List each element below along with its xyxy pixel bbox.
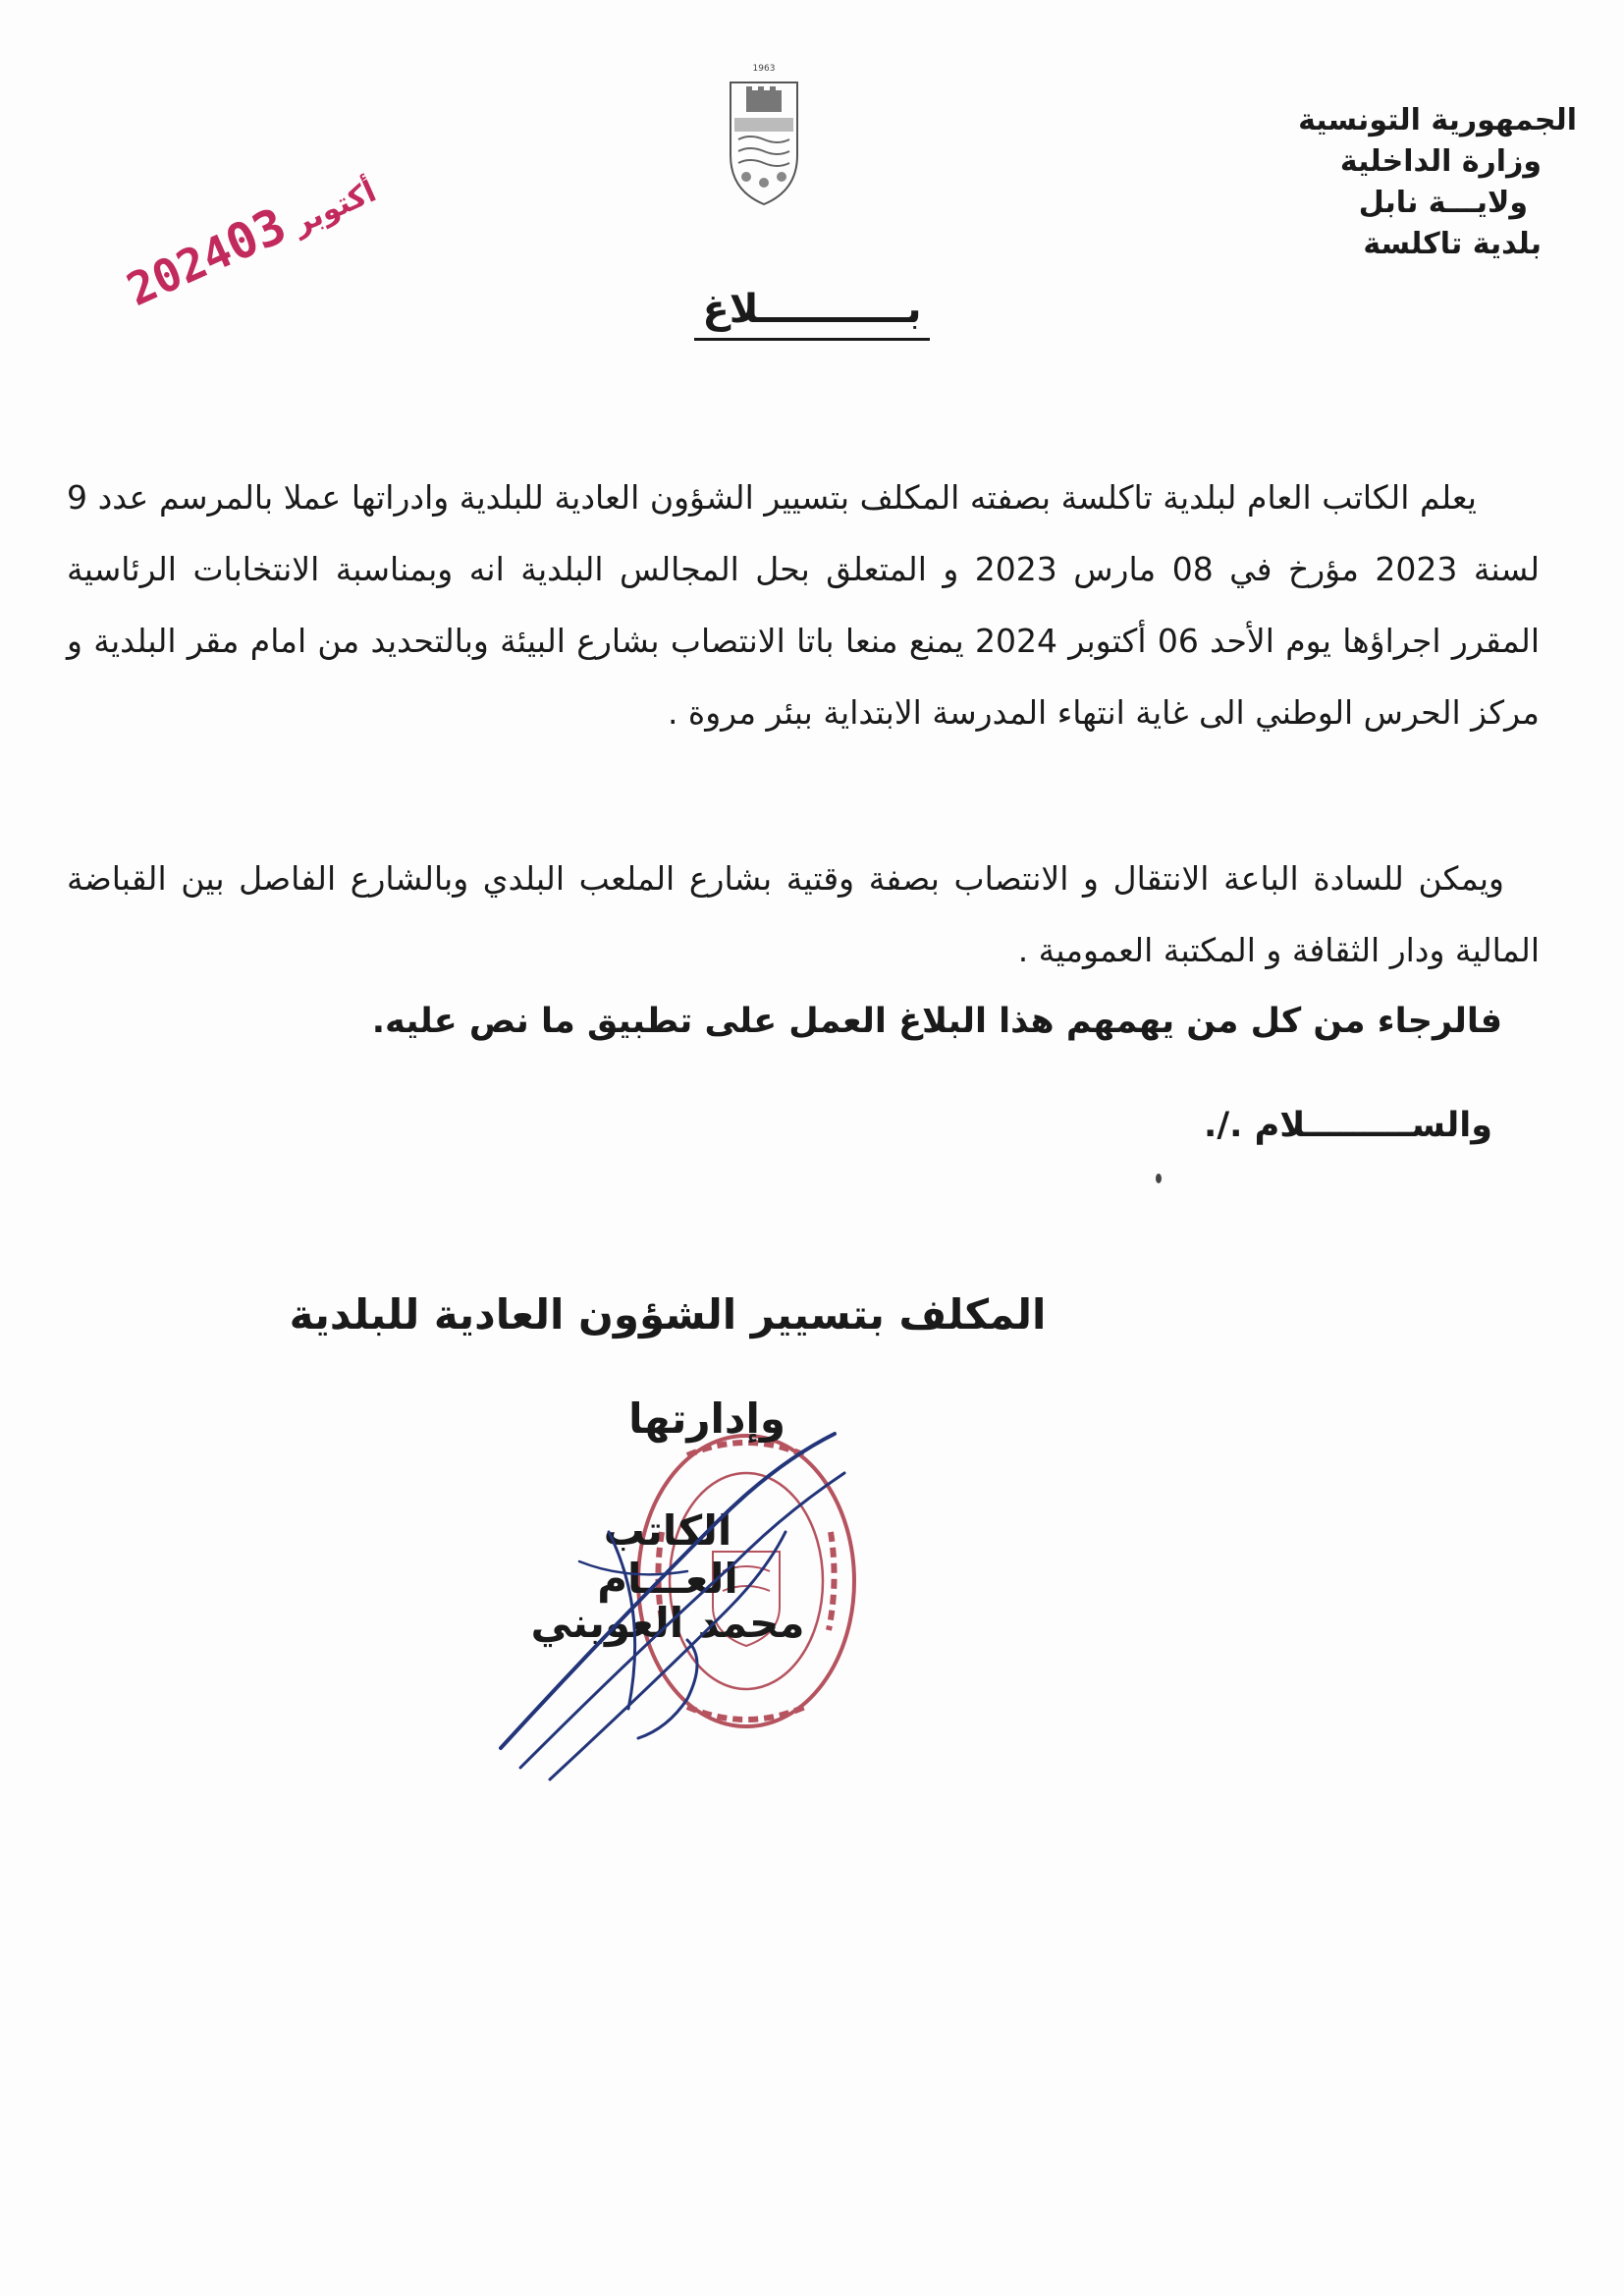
issuing-authority (1164, 100, 1577, 265)
body-paragraph-2: ويمكن للسادة الباعة الانتقال و الانتصاب بصفة وقتية بشارع الملعب البلدي وبالشارع الفاصل بين القباضة المالية ودار الثقافة و المكتبة العمومية . (67, 859, 1540, 969)
header-governorate: ولايـــة نابل (1358, 186, 1528, 220)
header-republic: الجمهورية التونسية (1298, 103, 1577, 137)
signatory-role: الكاتب العـــام (597, 1506, 738, 1603)
document-title (0, 287, 1624, 341)
document-title-text: بـــــــــــلاغ (694, 287, 929, 341)
ink-speck (1155, 1173, 1163, 1184)
request-line: فالرجاء من كل من يهمهم هذا البلاغ العمل على تطبيق ما نص عليه. (371, 1002, 1502, 1041)
date-stamp-year: 2024 (119, 223, 241, 317)
svg-text:1963: 1963 (752, 64, 776, 74)
signatory-title-line2: وإدارتها (628, 1394, 785, 1443)
body-paragraph-1: يعلم الكاتب العام لبلدية تاكلسة بصفته المكلف بتسيير الشؤون العادية للبلدية وادراتها عملا بالمرسم عدد 9 لسنة 2023 مؤرخ في 08 مارس 2023 و المتعلق بحل المجالس البلدية انه وبمناسبة الانتخابات الرئاسية المقرر اجراؤها يوم الأحد 06 أكتوبر 2024 يمنع منعا باتا الانتصاب بشارع البيئة وبالتحديد من امام مقر البلدية و مركز الحرس الوطني الى غاية انتهاء المدرسة الابتداية ببئر مروة . (67, 478, 1541, 732)
signatory-title: المكلف بتسيير الشؤون العادية للبلدية (289, 1290, 1047, 1339)
signatory-name: محمد العويني (530, 1599, 805, 1647)
header-municipality: بلدية تاكلسة (1363, 227, 1542, 261)
header-ministry: وزارة الداخلية (1339, 144, 1542, 179)
municipal-emblem-icon (717, 61, 811, 208)
handwritten-signature (491, 1414, 864, 1787)
date-stamp-month: أكتوبر (288, 174, 382, 242)
closing-greeting: والســـــــــلام ./. (1204, 1106, 1492, 1145)
date-stamp-day: 03 (217, 196, 295, 273)
